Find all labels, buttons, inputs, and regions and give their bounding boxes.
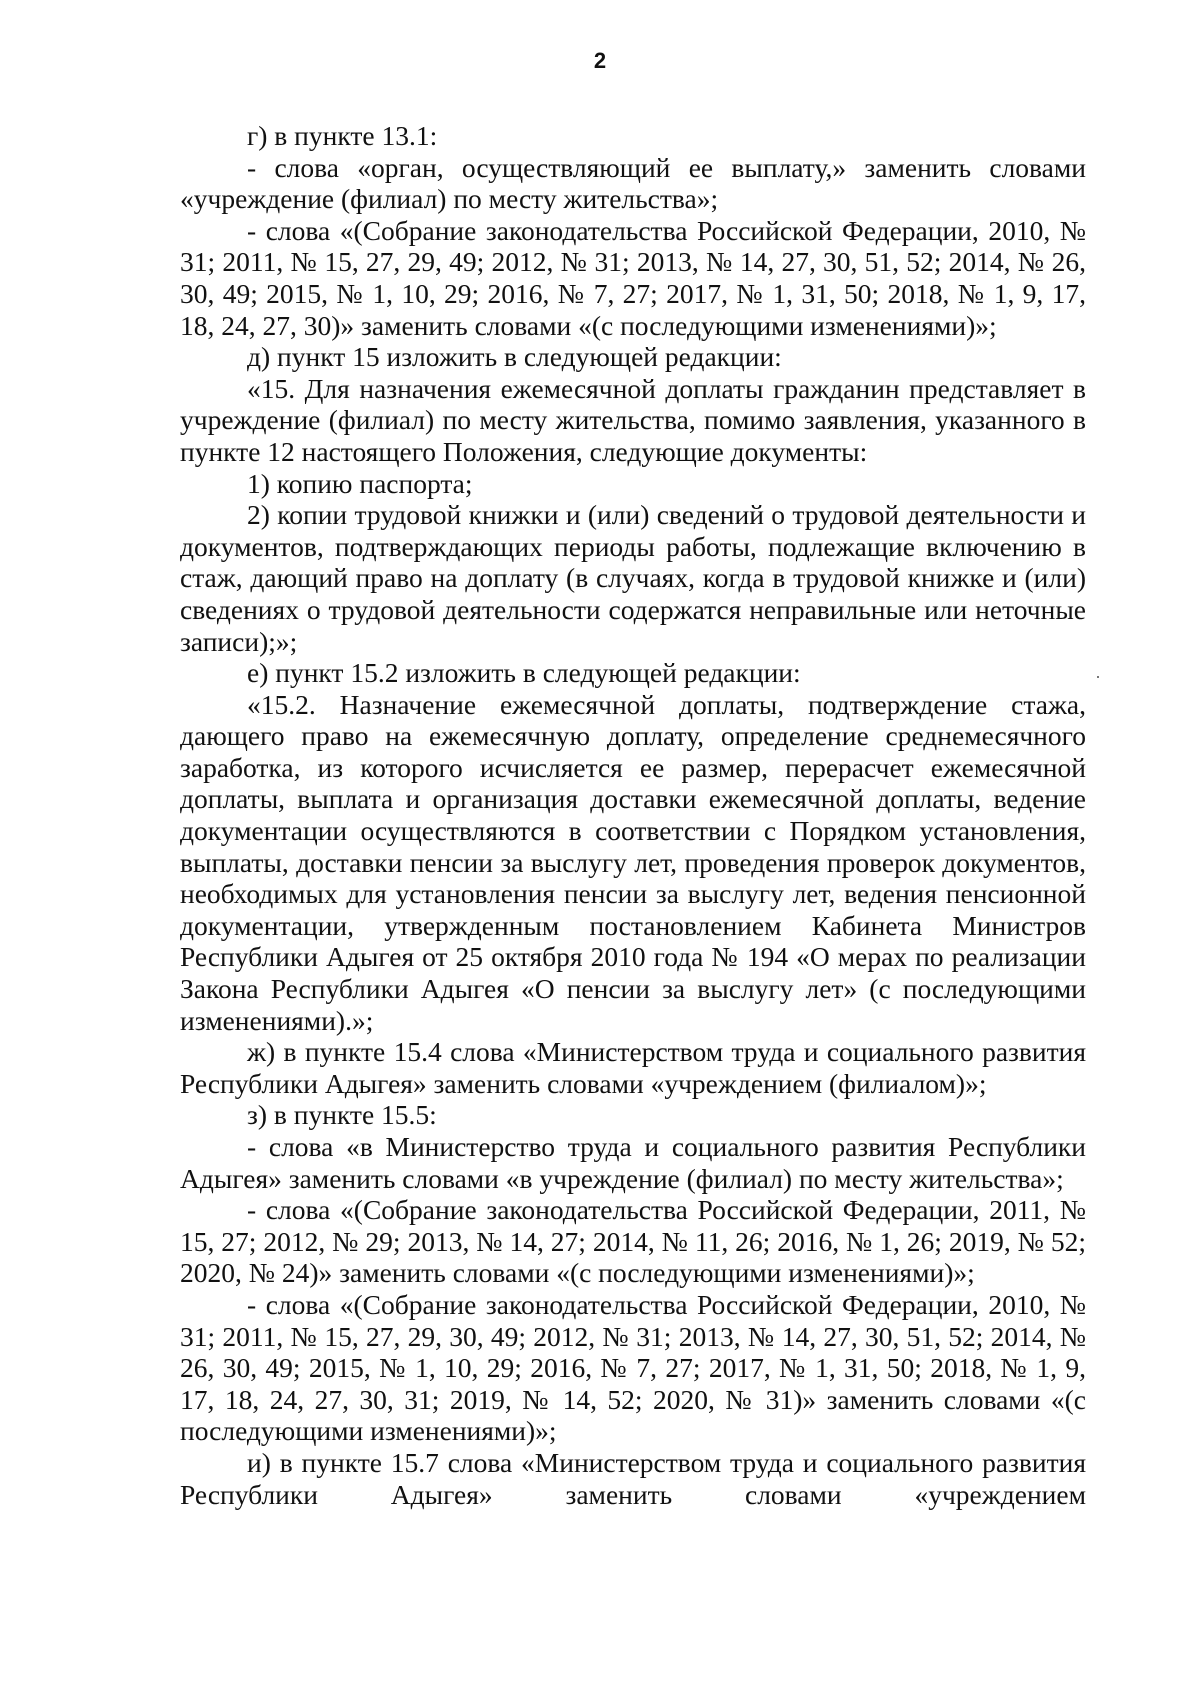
paragraph-item-d: д) пункт 15 изложить в следующей редакции: [247, 341, 782, 373]
paragraph-clause-15-2: «15.2. Назначение ежемесячной доплаты, подтверждение стажа, дающего право на ежемесячную доплату, определение среднемесячного заработка, из которого исчисляется ее размер, перерасчет ежемесячной доплаты, выплата и организация доставки ежемесячной доплаты, ведение документации осуществляются в соответствии с Порядком установления, выплаты, доставки пенсии за выслугу лет, проведения проверок документов, необходимых для установления пенсии за выслугу лет, ведения пенсионной документации, утвержденным постановлением Кабинета Министров Республики Адыгея от 25 октября 2010 года № 194 «О мерах по реализации Закона Республики Адыгея «О пенсии за выслугу лет» (с последующими изменениями).»; [180, 688, 1086, 1036]
paragraph-clause-15-2-docs: 2) копии трудовой книжки и (или) сведений о трудовой деятельности и документов, подтверждающих периоды работы, подлежащие включению в стаж, дающий право на доплату (в случаях, когда в трудовой книжке и (или) сведениях о трудовой деятельности содержатся неправильные или неточные записи);»; [180, 499, 1086, 657]
paragraph-replace-sobranie-2010: - слова «(Собрание законодательства Российской Федерации, 2010, № 31; 2011, № 15, 27, 29, 49; 2012, № 31; 2013, № 14, 27, 30, 51, 52; 2014, № 26, 30, 49; 2015, № 1, 10, 29; 2016, № 7, 27; 2017, № 1, 31, 50; 2018, № 1, 9, 17, 18, 24, 27, 30)» заменить словами «(с последующими изменениями)»; [180, 214, 1086, 341]
scan-speck [1097, 676, 1099, 678]
paragraph-replace-sobranie-2010-b: - слова «(Собрание законодательства Российской Федерации, 2010, № 31; 2011, № 15, 27, 29, 30, 49; 2012, № 31; 2013, № 14, 27, 30, 51, 52; 2014, № 26, 30, 49; 2015, № 1, 10, 29; 2016, № 7, 27; 2017, № 1, 31, 50; 2018, № 1, 9, 17, 18, 24, 27, 30, 31; 2019, № 14, 52; 2020, № 31)» заменить словами «(с последующими изменениями)»; [180, 1288, 1086, 1447]
paragraph-item-z: з) в пункте 15.5: [247, 1099, 437, 1131]
paragraph-item-i: и) в пункте 15.7 слова «Министерством труда и социального развития Республики Адыгея» заменить словами «учреждением [180, 1446, 1086, 1510]
paragraph-clause-15-1: 1) копию паспорта; [247, 467, 473, 499]
document-body [180, 120, 1086, 1510]
paragraph-item-zh: ж) в пункте 15.4 слова «Министерством труда и социального развития Республики Адыгея» заменить словами «учреждением (филиалом)»; [180, 1036, 1086, 1099]
page-number: 2 [593, 48, 607, 73]
paragraph-replace-ministry: - слова «в Министерство труда и социального развития Республики Адыгея» заменить словами «в учреждение (филиал) по месту жительства»; [180, 1131, 1086, 1194]
paragraph-replace-sobranie-2011: - слова «(Собрание законодательства Российской Федерации, 2011, № 15, 27; 2012, № 29; 2013, № 14, 27; 2014, № 11, 26; 2016, № 1, 26; 2019, № 52; 2020, № 24)» заменить словами «(с последующими изменениями)»; [180, 1194, 1086, 1289]
paragraph-item-e: е) пункт 15.2 изложить в следующей редакции: [247, 657, 801, 689]
paragraph-item-g: г) в пункте 13.1: [247, 120, 438, 151]
paragraph-clause-15: «15. Для назначения ежемесячной доплаты гражданин представляет в учреждение (филиал) по месту жительства, помимо заявления, указанного в пункте 12 настоящего Положения, следующие документы: [180, 372, 1086, 467]
paragraph-replace-organ: - слова «орган, осуществляющий ее выплату,» заменить словами «учреждение (филиал) по месту жительства»; [180, 151, 1086, 215]
